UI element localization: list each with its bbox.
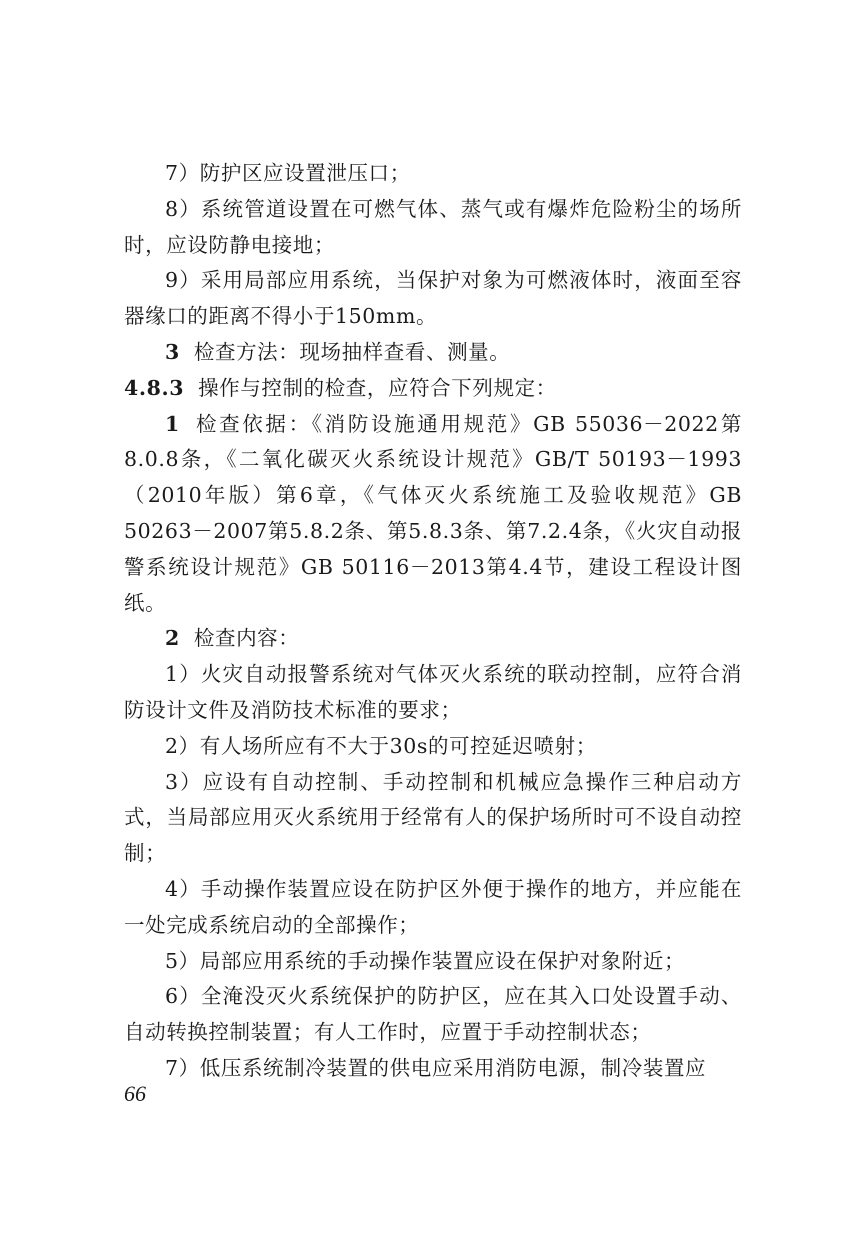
item-8-anti-static-grounding: 8）系统管道设置在可燃气体、蒸气或有爆炸危险粉尘的场所时，应设防静电接地；: [124, 196, 742, 257]
content-item-3-startup-modes: 3）应设有自动控制、手动控制和机械应急操作三种启动方式，当局部应用灭火系统用于经常有人的保护场所时可不设自动控制；: [124, 769, 742, 866]
inspection-content-text: 检查内容：: [193, 626, 300, 651]
clause-title: 操作与控制的检查，应符合下列规定：: [198, 375, 557, 400]
inspection-basis-number: 1: [165, 411, 180, 436]
inspection-method-paragraph: [124, 335, 742, 371]
content-item-1-linkage-control: 1）火灾自动报警系统对气体灭火系统的联动控制，应符合消防设计文件及消防技术标准的要求；: [124, 662, 742, 722]
content-item-6-mode-switch: 6）全淹没灭火系统保护的防护区，应在其入口处设置手动、自动转换控制装置；有人工作时，应置于手动控制状态；: [124, 984, 742, 1045]
item-7-protection-zone-vent: 7）防护区应设置泄压口；: [165, 161, 411, 185]
clause-4-8-3: [124, 371, 742, 407]
content-item-7-refrigeration-power: 7）低压系统制冷装置的供电应采用消防电源，制冷装置应: [165, 1055, 707, 1080]
content-item-5-local-manual-device: 5）局部应用系统的手动操作装置应设在保护对象附近；: [165, 948, 686, 973]
inspection-content-number: 2: [165, 626, 180, 651]
item-9-local-application-distance: 9）采用局部应用系统，当保护对象为可燃液体时，液面至容器缘口的距离不得小于150mm。: [124, 268, 742, 329]
inspection-content-paragraph: [124, 621, 742, 657]
content-item-2-delay-discharge: 2）有人场所应有不大于30s的可控延迟喷射；: [165, 733, 597, 758]
inspection-method-text: 检查方法：现场抽样查看、测量。: [193, 339, 511, 364]
inspection-method-number: 3: [165, 339, 180, 364]
document-body: [124, 156, 742, 1087]
page-number: 66: [124, 1081, 146, 1106]
inspection-basis-text: 检查依据：《消防设施通用规范》GB 55036－2022第8.0.8条，《二氧化碳灭火系统设计规范》GB/T 50193－1993（2010年版）第6章，《气体灭火系统施工及验收规范》GB 50263－2007第5.8.2条、第5.8.3条、第7.2.4条，《火灾自动报警系统设计规范》GB 50116－2013第4.4节，建设工程设计图纸。: [124, 411, 742, 615]
inspection-basis-paragraph: [124, 407, 742, 622]
clause-number: 4.8.3: [124, 375, 185, 400]
content-item-4-manual-device-location: 4）手动操作装置应设在防护区外便于操作的地方，并应能在一处完成系统启动的全部操作；: [124, 876, 742, 937]
